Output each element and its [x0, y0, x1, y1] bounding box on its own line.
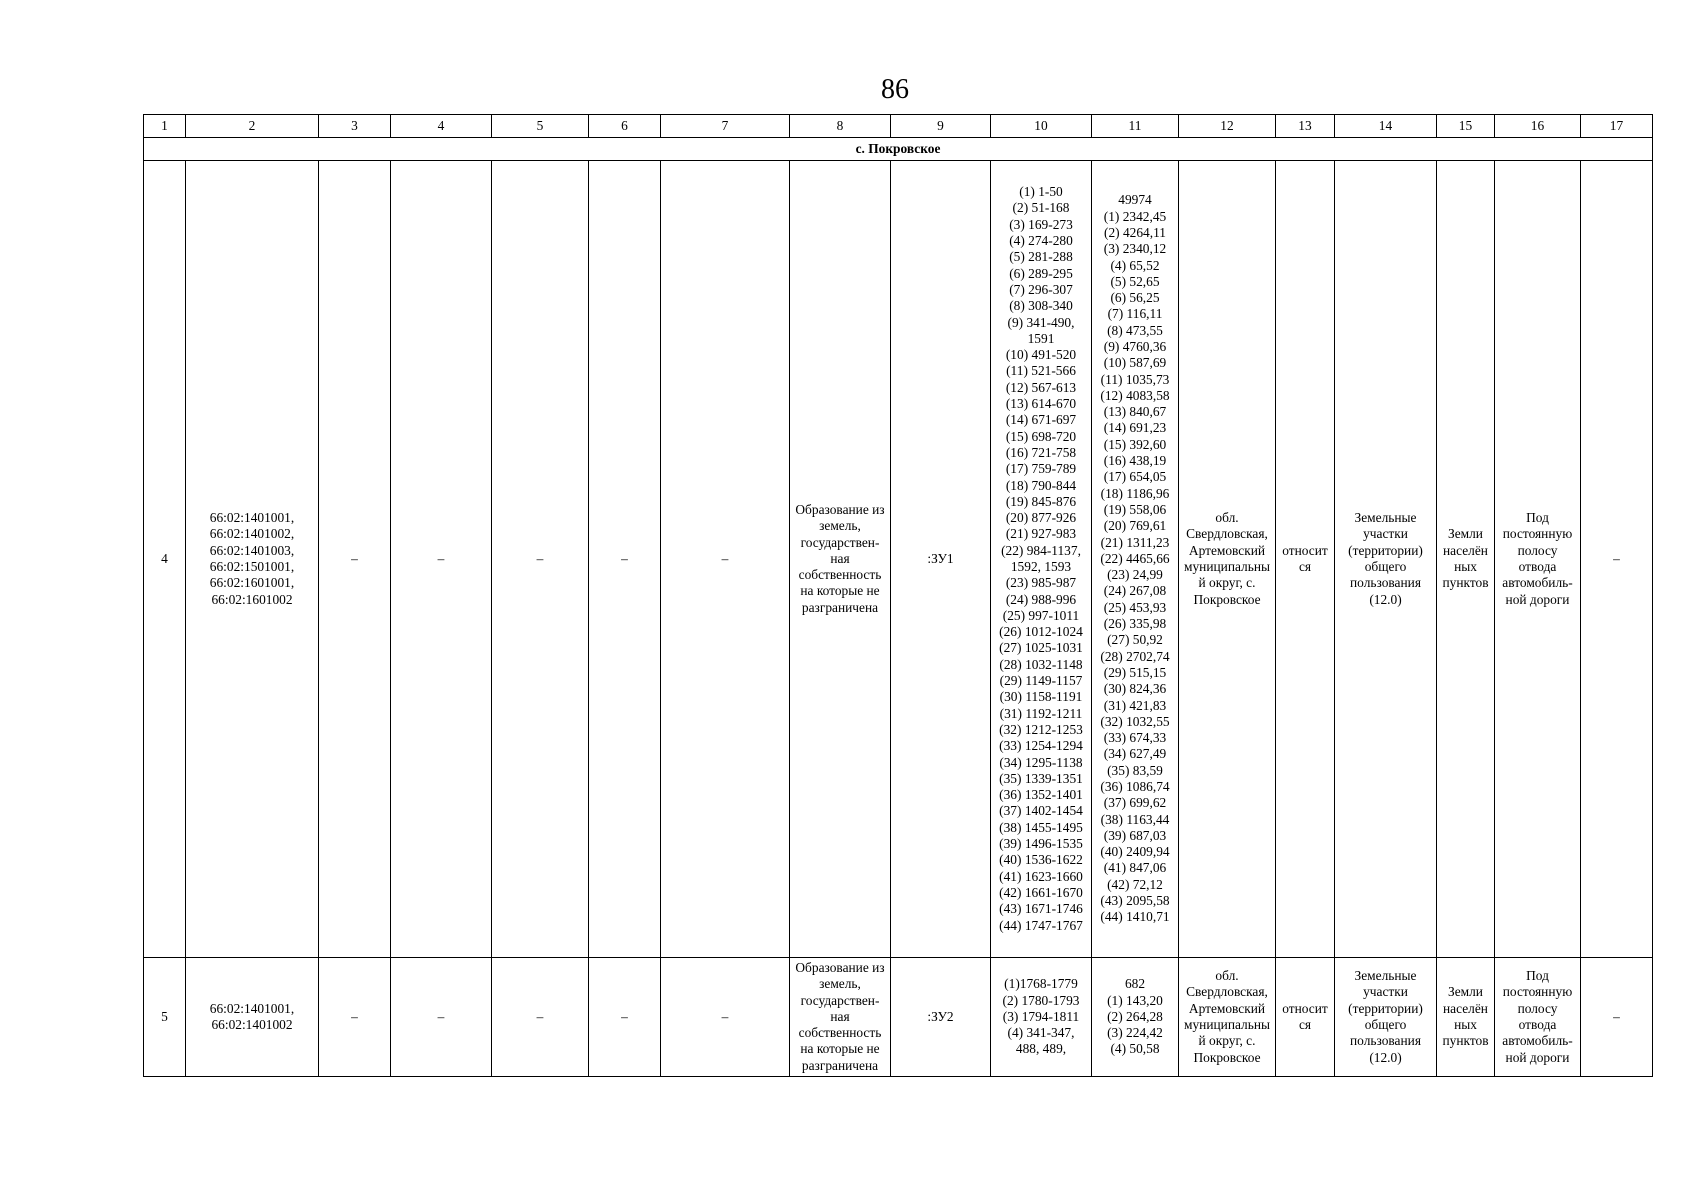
column-header: 5: [492, 115, 589, 138]
table-cell: –: [492, 958, 589, 1077]
table-cell: –: [1581, 161, 1653, 958]
table-cell: относит ся: [1276, 161, 1335, 958]
column-header: 16: [1495, 115, 1581, 138]
column-number-row: [144, 115, 1653, 138]
table-cell: –: [391, 958, 492, 1077]
purpose-cell: Под постоянную полосу отвода автомобиль- ной дороги: [1495, 958, 1581, 1077]
row-number-cell: 5: [144, 958, 186, 1077]
column-header: 13: [1276, 115, 1335, 138]
point-numbers-cell: (1) 1-50 (2) 51-168 (3) 169-273 (4) 274-280 (5) 281-288 (6) 289-295 (7) 296-307 (8) 308-340 (9) 341-490, 1591 (10) 491-520 (11) 521-566 (12) 567-613 (13) 614-670 (14) 671-697 (15) 698-720 (16) 721-758 (17) 759-789 (18) 790-844 (19) 845-876 (20) 877-926 (21) 927-983 (22) 984-1137, 1592, 1593 (23) 985-987 (24) 988-996 (25) 997-1011 (26) 1012-1024 (27) 1025-1031 (28) 1032-1148 (29) 1149-1157 (30) 1158-1191 (31) 1192-1211 (32) 1212-1253 (33) 1254-1294 (34) 1295-1138 (35) 1339-1351 (36) 1352-1401 (37) 1402-1454 (38) 1455-1495 (39) 1496-1535 (40) 1536-1622 (41) 1623-1660 (42) 1661-1670 (43) 1671-1746 (44) 1747-1767: [991, 161, 1092, 958]
plot-designation-cell: :ЗУ1: [891, 161, 991, 958]
column-header: 11: [1092, 115, 1179, 138]
land-category-cell: Земли населён ных пунктов: [1437, 958, 1495, 1077]
column-header: 7: [661, 115, 790, 138]
table-cell: –: [319, 161, 391, 958]
table-cell: –: [661, 958, 790, 1077]
column-header: 10: [991, 115, 1092, 138]
column-header: 4: [391, 115, 492, 138]
cadastral-quarters-cell: 66:02:1401001, 66:02:1401002: [186, 958, 319, 1077]
area-cell: 682 (1) 143,20 (2) 264,28 (3) 224,42 (4) 50,58: [1092, 958, 1179, 1077]
column-header: 8: [790, 115, 891, 138]
table-row: [144, 958, 1653, 1077]
table-cell: –: [319, 958, 391, 1077]
table-cell: относит ся: [1276, 958, 1335, 1077]
column-header: 15: [1437, 115, 1495, 138]
land-category-cell: Земли населён ных пунктов: [1437, 161, 1495, 958]
area-cell: 49974 (1) 2342,45 (2) 4264,11 (3) 2340,12 (4) 65,52 (5) 52,65 (6) 56,25 (7) 116,11 (8) 473,55 (9) 4760,36 (10) 587,69 (11) 1035,73 (12) 4083,58 (13) 840,67 (14) 691,23 (15) 392,60 (16) 438,19 (17) 654,05 (18) 1186,96 (19) 558,06 (20) 769,61 (21) 1311,23 (22) 4465,66 (23) 24,99 (24) 267,08 (25) 453,93 (26) 335,98 (27) 50,92 (28) 2702,74 (29) 515,15 (30) 824,36 (31) 421,83 (32) 1032,55 (33) 674,33 (34) 627,49 (35) 83,59 (36) 1086,74 (37) 699,62 (38) 1163,44 (39) 687,03 (40) 2409,94 (41) 847,06 (42) 72,12 (43) 2095,58 (44) 1410,71: [1092, 161, 1179, 958]
permitted-use-cell: Земельные участки (территории) общего пользования (12.0): [1335, 161, 1437, 958]
column-header: 17: [1581, 115, 1653, 138]
column-header: 1: [144, 115, 186, 138]
table-cell: –: [492, 161, 589, 958]
point-numbers-cell: (1)1768-1779 (2) 1780-1793 (3) 1794-1811 (4) 341-347, 488, 489,: [991, 958, 1092, 1077]
column-header: 6: [589, 115, 661, 138]
table-cell: –: [661, 161, 790, 958]
table-cell: –: [589, 958, 661, 1077]
cadastral-quarters-cell: 66:02:1401001, 66:02:1401002, 66:02:1401003, 66:02:1501001, 66:02:1601001, 66:02:1601002: [186, 161, 319, 958]
row-number-cell: 4: [144, 161, 186, 958]
permitted-use-cell: Земельные участки (территории) общего пользования (12.0): [1335, 958, 1437, 1077]
table-row: [144, 161, 1653, 958]
address-cell: обл. Свердловская, Артемовский муниципальны й округ, с. Покровское: [1179, 161, 1276, 958]
section-title: с. Покровское: [144, 138, 1653, 161]
formation-method-cell: Образование из земель, государствен- ная собственность на которые не разграничена: [790, 161, 891, 958]
table-cell: –: [391, 161, 492, 958]
column-header: 2: [186, 115, 319, 138]
land-plots-table: [143, 114, 1653, 1077]
column-header: 3: [319, 115, 391, 138]
section-row: [144, 138, 1653, 161]
page-number: 86: [881, 74, 909, 105]
address-cell: обл. Свердловская, Артемовский муниципальны й округ, с. Покровское: [1179, 958, 1276, 1077]
column-header: 12: [1179, 115, 1276, 138]
formation-method-cell: Образование из земель, государствен- ная собственность на которые не разграничена: [790, 958, 891, 1077]
column-header: 14: [1335, 115, 1437, 138]
plot-designation-cell: :ЗУ2: [891, 958, 991, 1077]
column-header: 9: [891, 115, 991, 138]
table-cell: –: [589, 161, 661, 958]
purpose-cell: Под постоянную полосу отвода автомобиль- ной дороги: [1495, 161, 1581, 958]
table-cell: –: [1581, 958, 1653, 1077]
